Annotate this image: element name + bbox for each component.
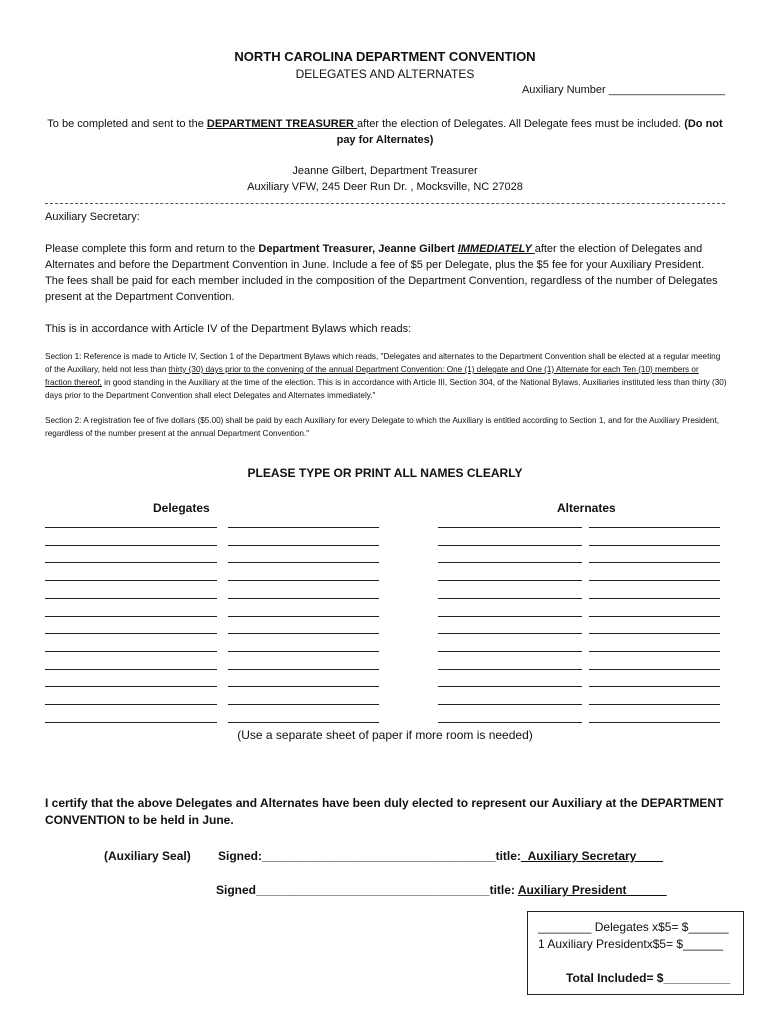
delegate-name-line[interactable] [45, 633, 217, 634]
intro-prefix: To be completed and sent to the [47, 118, 207, 130]
intro-middle: after the election of Delegates. All Delegate fees must be included. [357, 118, 685, 130]
delegates-fee-line[interactable]: ________ Delegates x$5= $______ [538, 920, 729, 934]
delegate-name-line[interactable] [228, 722, 379, 723]
alternate-name-line[interactable] [438, 633, 582, 634]
separate-sheet-note: (Use a separate sheet of paper if more room is needed) [237, 728, 533, 742]
alternate-name-line[interactable] [589, 686, 720, 687]
delegate-name-line[interactable] [228, 598, 379, 599]
alternate-name-line[interactable] [438, 651, 582, 652]
auxiliary-number-field[interactable]: Auxiliary Number ___________________ [521, 84, 725, 96]
delegate-name-line[interactable] [45, 669, 217, 670]
delegates-heading: Delegates [153, 501, 210, 515]
alternate-name-line[interactable] [438, 545, 582, 546]
section1-text-b: in good standing in the Auxiliary at the time of the election. This is in accordance with Article III, Section 304, of the National Bylaws. Auxiliaries instituted less than thirty (30) days prior to the Department Convention shall elect Delegates and Alternates immediately." [45, 378, 727, 400]
alternate-name-line[interactable] [438, 704, 582, 705]
intro-treasurer: DEPARTMENT TREASURER [206, 118, 358, 130]
title-value-president: Auxiliary President______ [517, 883, 667, 897]
section1-underlined: thirty (30) days prior to the convening of the annual Department Convention: One (1) delegate and One (1) Alternate for each Ten (10) members or fraction thereof, [45, 365, 699, 387]
auxiliary-secretary-label: Auxiliary Secretary: [45, 211, 140, 223]
instructions-paragraph [45, 241, 725, 305]
alternate-name-line[interactable] [589, 633, 720, 634]
delegate-name-line[interactable] [45, 598, 217, 599]
delegate-name-line[interactable] [228, 562, 379, 563]
delegate-name-line[interactable] [228, 580, 379, 581]
delegate-name-line[interactable] [45, 562, 217, 563]
alternate-name-line[interactable] [438, 722, 582, 723]
instructions-immediately: IMMEDIATELY [457, 243, 535, 255]
alternate-name-line[interactable] [589, 545, 720, 546]
alternate-name-line[interactable] [589, 598, 720, 599]
alternate-name-line[interactable] [438, 669, 582, 670]
instructions-text: Please complete this form and return to the [45, 243, 259, 255]
delegate-name-line[interactable] [228, 669, 379, 670]
title-value-secretary: _Auxiliary Secretary____ [520, 849, 664, 863]
delegate-name-line[interactable] [228, 686, 379, 687]
delegate-name-line[interactable] [228, 704, 379, 705]
delegate-name-line[interactable] [228, 616, 379, 617]
president-fee-line[interactable]: 1 Auxiliary Presidentx$5= $______ [538, 937, 724, 951]
delegate-name-line[interactable] [228, 651, 379, 652]
secretary-signature-line[interactable] [218, 849, 663, 863]
delegate-name-line[interactable] [45, 545, 217, 546]
signed-secretary[interactable]: Signed:___________________________________ [218, 849, 496, 863]
fee-totals-box [527, 911, 744, 995]
alternate-name-line[interactable] [438, 527, 582, 528]
alternate-name-line[interactable] [589, 580, 720, 581]
treasurer-address: Auxiliary VFW, 245 Deer Run Dr. , Mocksville, NC 27028 [247, 181, 523, 193]
delegate-name-line[interactable] [228, 633, 379, 634]
alternate-name-line[interactable] [438, 686, 582, 687]
instructions-treasurer: Department Treasurer, Jeanne Gilbert [258, 243, 458, 255]
divider [45, 203, 725, 204]
total-included-line[interactable]: Total Included= $__________ [566, 971, 731, 985]
alternate-name-line[interactable] [589, 527, 720, 528]
certification-statement: I certify that the above Delegates and Alternates have been duly elected to represent our Auxiliary at the DEPARTMENT CONVENTION to be held in June. [45, 796, 724, 827]
names-heading: PLEASE TYPE OR PRINT ALL NAMES CLEARLY [247, 466, 523, 480]
president-signature-line[interactable] [216, 883, 667, 897]
alternate-name-line[interactable] [589, 562, 720, 563]
alternate-name-line[interactable] [589, 704, 720, 705]
alternates-heading: Alternates [557, 501, 616, 515]
delegate-name-line[interactable] [228, 527, 379, 528]
bylaws-intro: This is in accordance with Article IV of the Department Bylaws which reads: [45, 323, 412, 335]
alternate-name-line[interactable] [589, 722, 720, 723]
bylaws-section-2: Section 2: A registration fee of five dollars ($5.00) shall be paid by each Auxiliary for every Delegate to which the Auxiliary is entitled according to Section 1, and for the Auxiliary President, regardless of the number present at the annual Department Convention." [45, 416, 720, 438]
alternate-name-line[interactable] [438, 562, 582, 563]
bylaws-section-1 [45, 350, 727, 402]
alternate-name-line[interactable] [589, 669, 720, 670]
alternate-name-line[interactable] [589, 651, 720, 652]
alternate-name-line[interactable] [589, 616, 720, 617]
alternate-name-line[interactable] [438, 616, 582, 617]
intro-bold-end: (Do not pay for Alternates) [336, 118, 723, 146]
section1-text-a: Section 1: Reference is made to Article IV, Section 1 of the Department Bylaws which reads, "Delegates and alternates to the Department Convention shall be elected at a regular meeting of the Auxiliary, held not less than [45, 352, 721, 374]
delegate-name-line[interactable] [45, 686, 217, 687]
title-label-president: title: [489, 883, 518, 897]
delegate-name-line[interactable] [45, 704, 217, 705]
delegate-name-line[interactable] [45, 651, 217, 652]
instructions-rest: after the election of Delegates and Alternates and before the Department Convention in June. Include a fee of $5 per Delegate, plus the $5 fee for your Auxiliary President. The fees shall be paid for each member included in the composition of the Department Convention, regardless of the number of Delegates present at the Department Convention. [45, 243, 718, 303]
title-label-secretary: title: [495, 849, 521, 863]
page-title: NORTH CAROLINA DEPARTMENT CONVENTION [234, 49, 536, 64]
delegate-name-line[interactable] [228, 545, 379, 546]
alternate-name-line[interactable] [438, 598, 582, 599]
intro-paragraph [45, 116, 725, 148]
page-subtitle: DELEGATES AND ALTERNATES [295, 67, 475, 81]
delegate-name-line[interactable] [45, 580, 217, 581]
treasurer-name: Jeanne Gilbert, Department Treasurer [292, 165, 478, 177]
delegate-name-line[interactable] [45, 616, 217, 617]
signed-president[interactable]: Signed___________________________________ [216, 883, 490, 897]
alternate-name-line[interactable] [438, 580, 582, 581]
delegate-name-line[interactable] [45, 722, 217, 723]
auxiliary-seal-label: (Auxiliary Seal) [104, 849, 191, 863]
delegate-name-line[interactable] [45, 527, 217, 528]
